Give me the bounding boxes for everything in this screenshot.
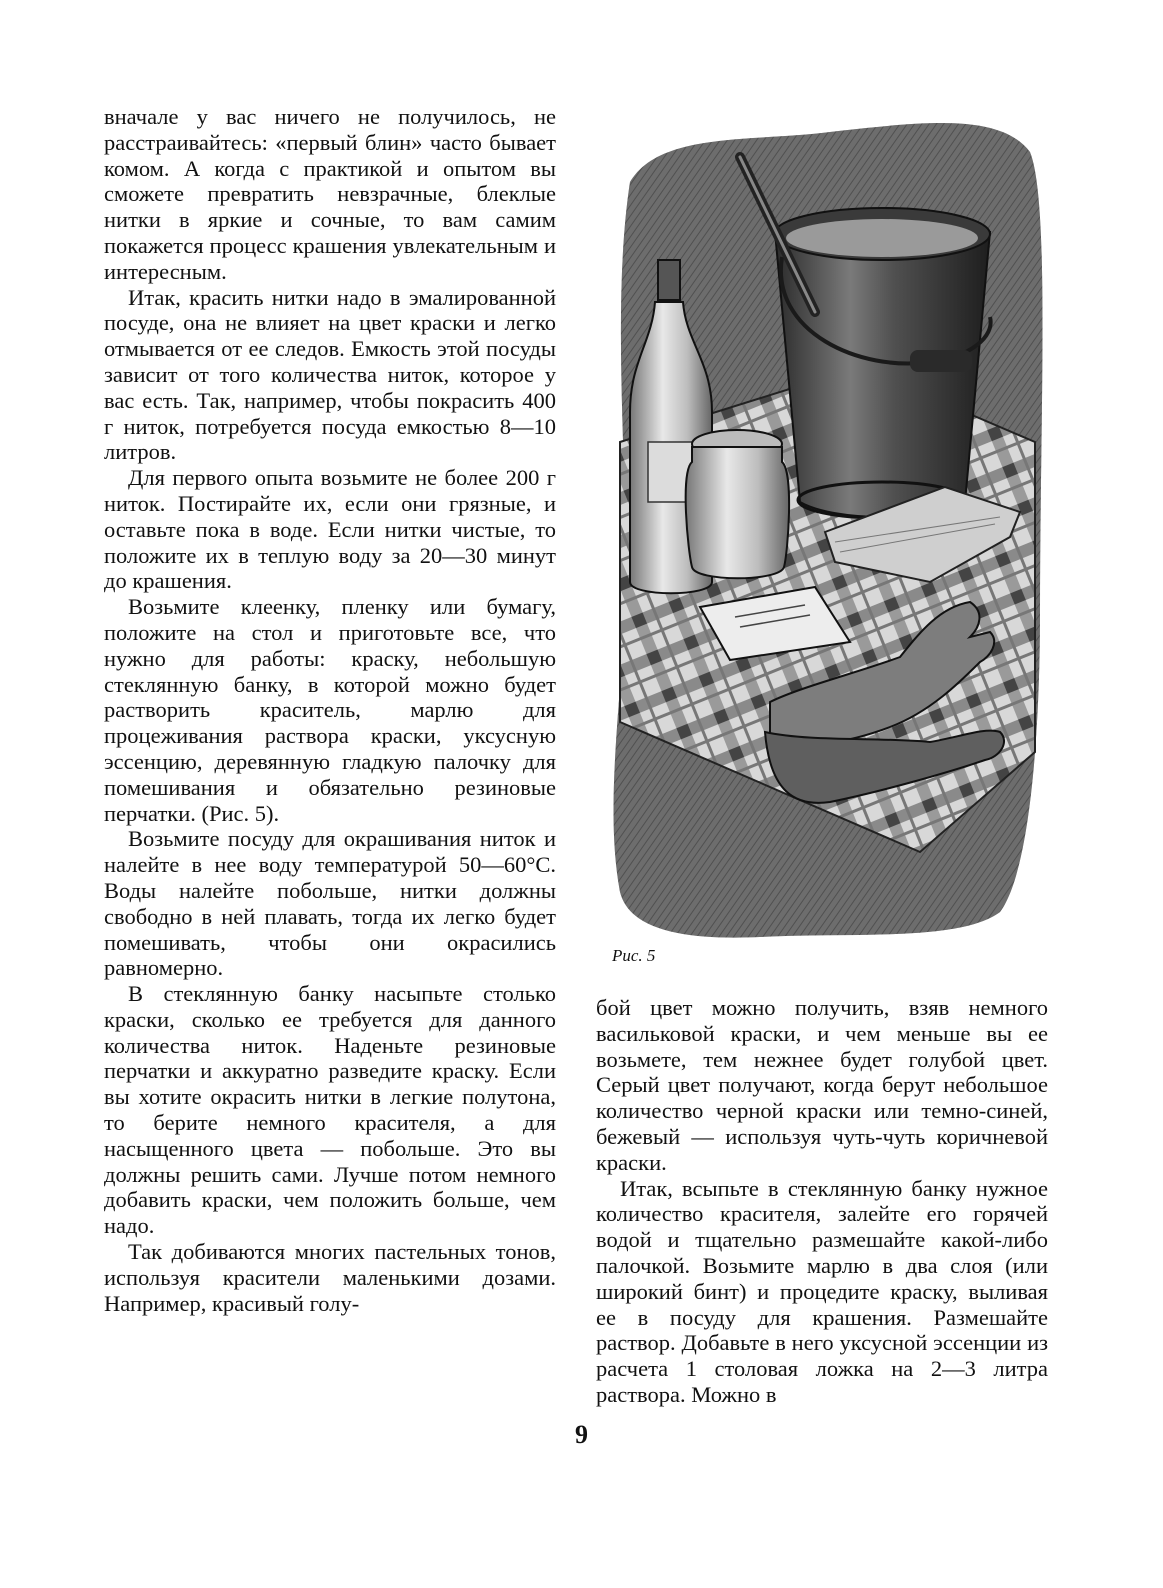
paragraph: вначале у вас ничего не получилось, не расстраивайтесь: «первый блин» часто бывает комом. А когда с практикой и опытом вы сможете превратить невзрачные, блеклые нитки в яркие и сочные, то вам самим покажется процесс крашения увлекательным и интересным. [104,104,556,284]
paragraph: Так добиваются многих пастельных тонов, используя красители маленькими дозами. Например, красивый голу- [104,1239,556,1316]
right-text-column [596,995,1048,1408]
paragraph: Возьмите клеенку, пленку или бумагу, положите на стол и приготовьте все, что нужно для работы: краску, небольшую стеклянную банку, в которой можно будет растворить краситель, марлю для процеживания раствора краски, уксусную эссенцию, деревянную гладкую палочку для помешивания и обязательно резиновые перчатки. (Рис. 5). [104,594,556,826]
paragraph: Итак, красить нитки надо в эмалированной посуде, она не влияет на цвет краски и легко отмывается от ее следов. Емкость этой посуды зависит от того количества ниток, которое у вас есть. Так, например, чтобы покрасить 400 г ниток, потребуется посуда емкостью 8—10 литров. [104,284,556,465]
figure-caption: Рис. 5 [612,946,656,965]
paragraph: бой цвет можно получить, взяв немного васильковой краски, и чем меньше вы ее возьмете, тем нежнее будет голубой цвет. Серый цвет получают, когда берут небольшое количество черной краски или темно-синей, бежевый — используя чуть-чуть коричневой краски. [596,995,1048,1175]
left-text-column [104,104,556,1316]
paragraph: Возьмите посуду для окрашивания ниток и налейте в нее воду температурой 50—60°С. Воды налейте побольше, нитки должны свободно в ней плавать, тогда их легко будет помешивать, чтобы они окрасились равномерно. [104,826,556,981]
figure-illustration [600,112,1050,942]
bucket [774,208,991,518]
page-number: 9 [575,1420,588,1449]
paragraph: Для первого опыта возьмите не более 200 г ниток. Постирайте их, если они грязные, и оставьте пока в воде. Если нитки чистые, то положите их в теплую воду за 20—30 минут до крашения. [104,465,556,594]
paragraph: Итак, всыпьте в стеклянную банку нужное количество красителя, залейте его горячей водой и тщательно размешайте какой-либо палочкой. Возьмите марлю в два слоя (или широкий бинт) и процедите краску, выливая ее в посуду для крашения. Размешайте раствор. Добавьте в него уксусной эссенции из расчета 1 столовая ложка на 2—3 литра раствора. Можно в [596,1175,1048,1407]
paragraph: В стеклянную банку насыпьте столько краски, сколько ее требуется для данного количества ниток. Наденьте резиновые перчатки и аккуратно разведите краску. Если вы хотите окрасить нитки в легкие полутона, то берите немного красителя, а для насыщенного цвета — побольше. Это вы должны решить сами. Лучше потом немного добавить краски, чем положить больше, чем надо. [104,981,556,1239]
glass-jar [686,430,789,578]
